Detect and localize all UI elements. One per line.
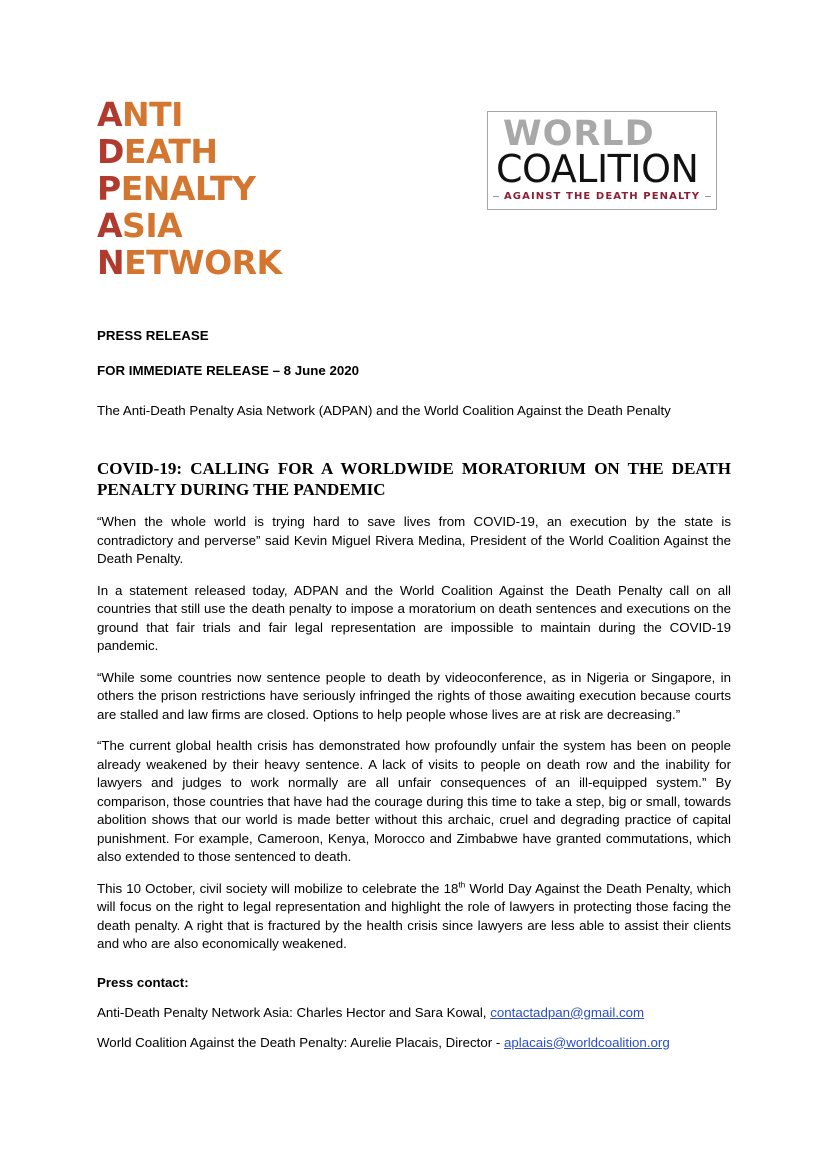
adpan-logo-initial: A xyxy=(97,206,123,245)
world-coalition-logo-tagline: AGAINST THE DEATH PENALTY xyxy=(503,191,701,202)
adpan-logo-line xyxy=(97,95,347,134)
press-release-label: PRESS RELEASE xyxy=(97,328,209,343)
press-contact-heading: Press contact: xyxy=(97,974,189,990)
adpan-logo-initial: P xyxy=(97,169,121,208)
contact-adpan-email-link[interactable]: contactadpan@gmail.com xyxy=(490,1004,645,1020)
adpan-logo-line xyxy=(97,243,347,282)
paragraph-videoconference: “While some countries now sentence people to death by videoconference, as in Nigeria or Singapore, in others the prison restrictions have seriously infringed the rights of those awaiting execution because courts are stalled and law firms are closed. Options to help people whose lives are at risk are decreasing.” xyxy=(97,669,731,722)
tagline-rule-right-icon xyxy=(705,196,711,197)
adpan-logo xyxy=(97,95,347,283)
adpan-logo-initial: A xyxy=(97,95,123,134)
adpan-logo-rest: ETWORK xyxy=(124,243,282,282)
adpan-logo-initial: N xyxy=(97,243,125,282)
adpan-logo-rest: NTI xyxy=(122,95,183,134)
contact-line-world-coalition xyxy=(97,1034,731,1051)
contact-line-adpan xyxy=(97,1004,731,1021)
adpan-logo-rest: SIA xyxy=(122,206,183,245)
world-coalition-logo xyxy=(487,111,717,210)
adpan-logo-line xyxy=(97,169,347,208)
paragraph-statement: In a statement released today, ADPAN and the World Coalition Against the Death Penalty call on all countries that still use the death penalty to impose a moratorium on death sentences and executions on the ground that fair trials and fair legal representation are impossible to maintain during the COVID-19 pandemic. xyxy=(97,582,731,653)
ordinal-superscript: th xyxy=(458,880,466,890)
tagline-rule-left-icon xyxy=(493,196,499,197)
page-title: COVID-19: CALLING FOR A WORLDWIDE MORATORIUM ON THE DEATH PENALTY DURING THE PANDEMIC xyxy=(97,459,731,499)
world-coalition-logo-word-coalition: COALITION xyxy=(496,147,699,191)
world-day-text-before: This 10 October, civil society will mobilize to celebrate the 18 xyxy=(97,880,459,896)
logo-header xyxy=(0,0,826,300)
world-coalition-logo-tagline-row xyxy=(493,191,711,202)
adpan-logo-line xyxy=(97,206,347,245)
contact-adpan-text: Anti-Death Penalty Network Asia: Charles Hector and Sara Kowal, xyxy=(97,1004,491,1020)
contact-world-coalition-email-link[interactable]: aplacais@worldcoalition.org xyxy=(503,1034,670,1050)
adpan-logo-rest: ENALTY xyxy=(120,169,256,208)
adpan-logo-line xyxy=(97,132,347,171)
world-coalition-logo-word-world: WORLD xyxy=(503,114,655,154)
paragraph-health-crisis: “The current global health crisis has demonstrated how profoundly unfair the system has been on people already weakened by their heavy sentence. A lack of visits to people on death row and the inability for lawyers and judges to work normally are all unfair consequences of an ill-equipped system.” By comparison, those countries that have had the courage during this time to take a step, big or small, towards abolition shows that our world is made better without this archaic, cruel and degrading practice of capital punishment. For example, Cameroon, Kenya, Morocco and Zimbabwe have granted commutations, which also extended to those sentenced to death. xyxy=(97,738,731,864)
immediate-release-label: FOR IMMEDIATE RELEASE – 8 June 2020 xyxy=(97,363,360,378)
contact-world-coalition-text: World Coalition Against the Death Penalty: Aurelie Placais, Director - xyxy=(97,1034,504,1050)
paragraph-quote-president: “When the whole world is trying hard to save lives from COVID-19, an execution by the state is contradictory and perverse” said Kevin Miguel Rivera Medina, President of the World Coalition Against the Death Penalty. xyxy=(97,514,731,566)
organizations-lede: The Anti-Death Penalty Asia Network (ADPAN) and the World Coalition Against the Death Penalty xyxy=(97,403,671,418)
adpan-logo-rest: EATH xyxy=(123,132,218,171)
adpan-logo-initial: D xyxy=(97,132,124,171)
world-day-text-after: World Day Against the Death Penalty, which will focus on the right to legal representation and highlight the role of lawyers in protecting those facing the death penalty. A right that is fractured by the health crisis since lawyers are less able to assist their clients and who are also economically weakened. xyxy=(97,880,731,951)
paragraph-world-day xyxy=(97,880,731,954)
document-body xyxy=(97,328,731,1051)
